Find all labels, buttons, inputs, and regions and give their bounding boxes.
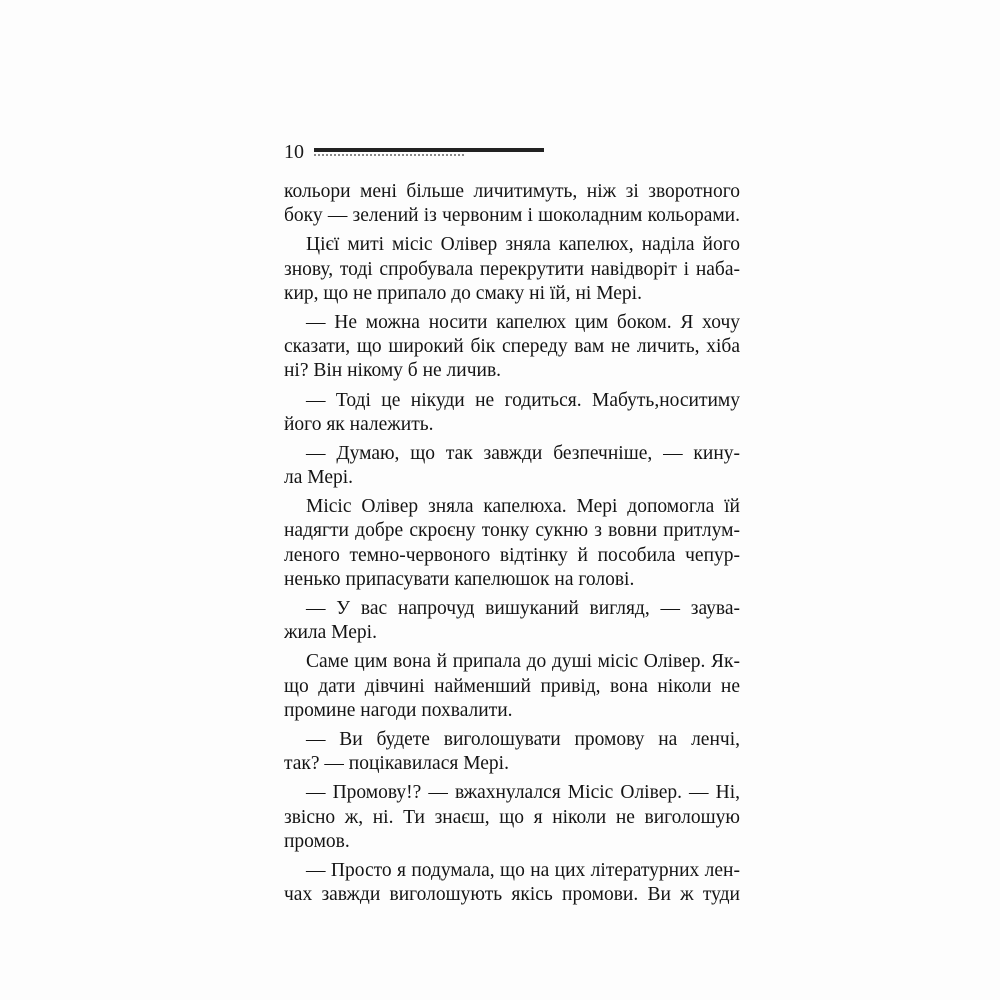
text-line: чах завжди виголошують якісь промови. Ви ж туди	[284, 884, 740, 906]
text-line: жила Мері.	[284, 622, 377, 644]
text-line: кир, що не припало до смаку ні їй, ні Мері.	[284, 282, 642, 304]
text-line: Місіс Олівер зняла капелюха. Мері допомогла їй	[306, 496, 740, 518]
text-line: його як належить.	[284, 413, 434, 435]
text-line: ла Мері.	[284, 467, 354, 489]
text-line: — Промову!? — вжахнулался Місіс Олівер. — Ні,	[306, 782, 740, 804]
text-line: сказати, що широкий бік спереду вам не личить, хіба	[284, 336, 740, 358]
text-line: Цієї миті місіс Олівер зняла капелюх, наділа його	[306, 234, 740, 256]
text-line: Саме цим вона й припала до душі місіс Олівер. Як-	[306, 651, 740, 673]
body-text	[284, 180, 740, 907]
text-line: що дати дівчині найменший привід, вона ніколи не	[284, 675, 740, 697]
text-line: ненько припасувати капелюшок на голові.	[284, 568, 635, 590]
text-line: леного темно-червоного відтінку й пособила чепур-	[284, 544, 740, 566]
text-line: ні? Він нікому б не личив.	[284, 360, 502, 382]
text-line: — Тоді це нікуди не годиться. Мабуть,носитиму	[306, 389, 740, 411]
text-line: кольори мені більше личитимуть, ніж зі зворотного	[284, 181, 740, 202]
text-line: промине нагоди похвалити.	[284, 699, 513, 721]
text-line: — Не можна носити капелюх цим боком. Я хочу	[306, 311, 740, 333]
text-line: — Ви будете виголошувати промову на ленчі,	[306, 728, 740, 750]
page-number: 10	[284, 141, 304, 163]
header-rule	[314, 148, 544, 152]
text-line: так? — поцікавилася Мері.	[284, 753, 509, 775]
text-line: — Думаю, що так завжди безпечніше, — кину-	[306, 442, 740, 464]
text-line: звісно ж, ні. Ти знаєш, що я ніколи не виголошую	[284, 806, 740, 828]
page-header	[284, 140, 744, 168]
text-line: надягти добре скроєну тонку сукню з вовни притлум-	[284, 520, 740, 542]
text-line: боку — зелений із червоним і шоколадним кольорами.	[284, 205, 740, 227]
text-line: — У вас напрочуд вишуканий вигляд, — заува-	[306, 598, 740, 619]
header-rule-dotted	[314, 154, 464, 156]
text-line: промов.	[284, 830, 350, 852]
text-line: — Просто я подумала, що на цих літературних лен-	[306, 859, 740, 881]
text-line: знову, тоді спробувала перекрутити навідворіт і наба-	[284, 258, 740, 280]
